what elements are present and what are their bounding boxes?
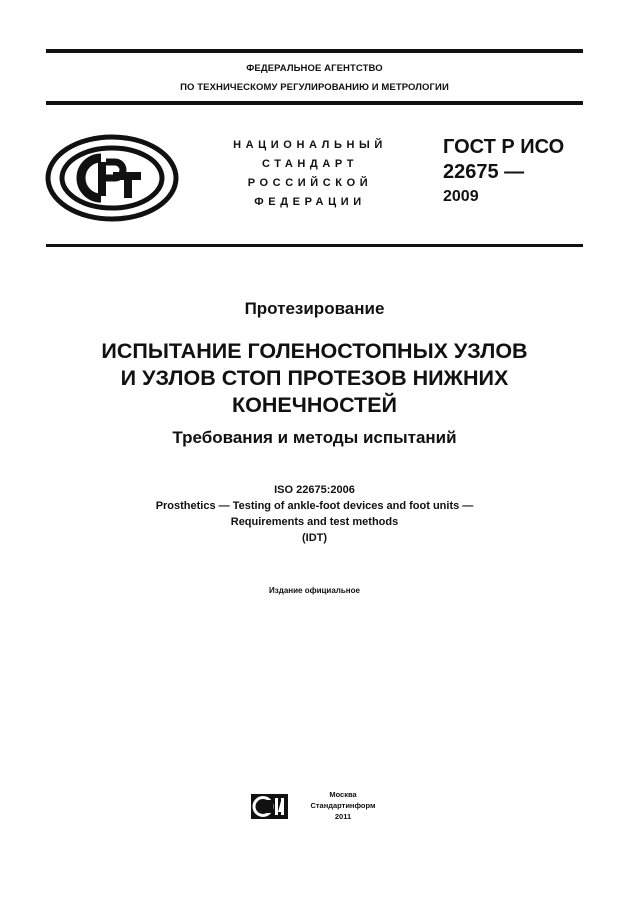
main-title-line-3: КОНЕЧНОСТЕЙ — [232, 393, 397, 417]
iso-degree: (IDT) — [301, 532, 328, 544]
national-standard-line-2: СТАНДАРТ — [261, 158, 359, 170]
main-title-line-2: И УЗЛОВ СТОП ПРОТЕЗОВ НИЖНИХ — [120, 366, 509, 390]
iso-title-line-1: Prosthetics — Testing of ankle-foot devices and foot units — — [155, 500, 474, 512]
gost-r-logo — [45, 134, 179, 222]
national-standard-line-3: РОССИЙСКОЙ — [247, 177, 373, 189]
national-standard-line-1: НАЦИОНАЛЬНЫЙ — [233, 139, 387, 151]
section-title: Протезирование — [244, 299, 385, 318]
gost-year: 2009 — [443, 188, 479, 205]
subtitle: Требования и методы испытаний — [172, 428, 457, 447]
gost-designation-line-2: 22675 — — [443, 161, 525, 183]
agency-rule — [46, 101, 583, 105]
iso-number: ISO 22675:2006 — [274, 484, 355, 496]
agency-line-1: ФЕДЕРАЛЬНОЕ АГЕНТСТВО — [246, 63, 383, 74]
top-rule — [46, 49, 583, 53]
header-bottom-rule — [46, 244, 583, 247]
national-standard-line-4: ФЕДЕРАЦИИ — [254, 196, 366, 208]
publisher-name: Стандартинформ — [310, 801, 376, 810]
main-title — [46, 338, 583, 419]
publisher-city: Москва — [329, 790, 357, 799]
main-title-line-1: ИСПЫТАНИЕ ГОЛЕНОСТОПНЫХ УЗЛОВ — [101, 339, 528, 363]
edition-label: Издание официальное — [269, 586, 360, 595]
standartinform-logo — [250, 792, 289, 821]
logo-text: РСТ — [111, 222, 113, 223]
iso-title-line-2: Requirements and test methods — [230, 516, 399, 528]
agency-line-2: ПО ТЕХНИЧЕСКОМУ РЕГУЛИРОВАНИЮ И МЕТРОЛОГИИ — [180, 82, 449, 93]
gost-designation-line-1: ГОСТ Р ИСО — [443, 136, 565, 158]
publisher-year: 2011 — [334, 812, 352, 821]
